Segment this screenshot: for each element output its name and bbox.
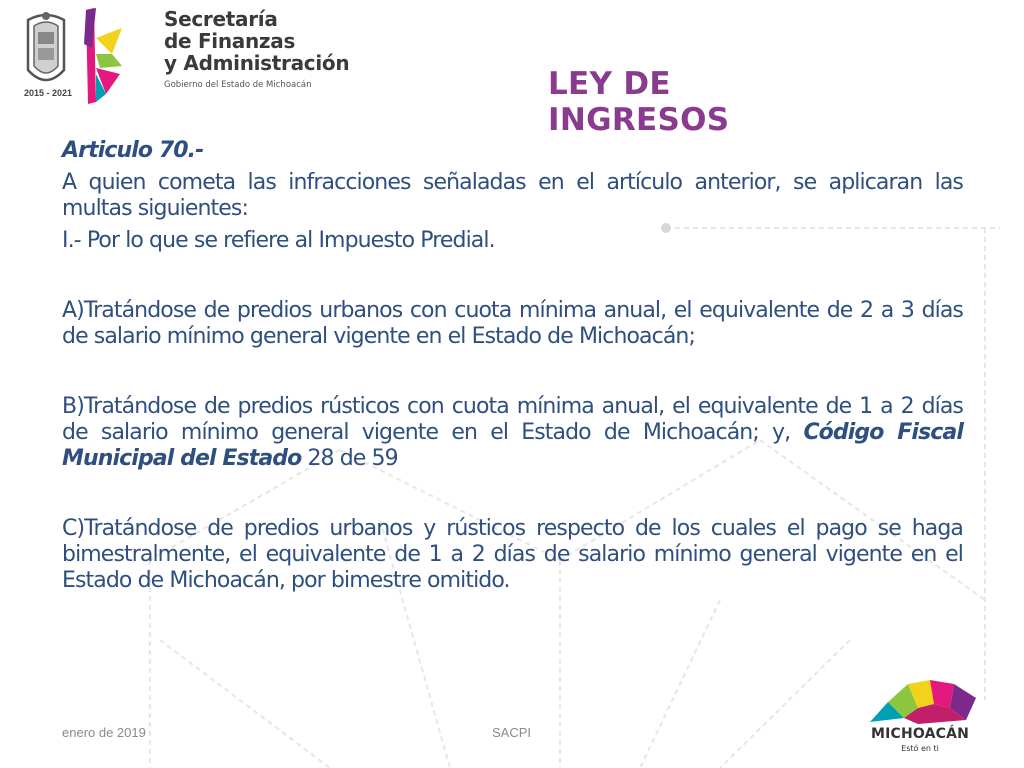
- org-subtitle: Gobierno del Estado de Michoacán: [164, 80, 312, 90]
- item-a: A)Tratándose de predios urbanos con cuota mínima anual, el equivalente de 2 a 3 días de salario mínimo general vigente en el Estado de Michoacán;: [62, 298, 963, 349]
- org-line-2: de Finanzas: [164, 29, 296, 53]
- crest-years: 2015 - 2021: [23, 88, 73, 98]
- footer-brand-tagline: Estó en ti: [901, 744, 939, 753]
- footer-date: enero de 2019: [62, 725, 146, 740]
- code-reference: Código Fiscal Municipal del Estado: [62, 420, 963, 471]
- state-crest-icon: [22, 10, 70, 96]
- item-c: C)Tratándose de predios urbanos y rústicos respecto de los cuales el pago se haga bimestralmente, el equivalente de 1 a 2 días de salario mínimo general vigente en el Estado de Michoacán, por bimestre omitido.: [62, 516, 963, 593]
- slide-title: LEY DE INGRESOS: [548, 66, 730, 138]
- header: [0, 0, 1024, 120]
- org-line-1: Secretaría: [164, 7, 278, 31]
- item-b: [62, 394, 963, 472]
- code-page: 28 de 59: [301, 446, 398, 471]
- slide-body: [62, 138, 963, 594]
- footer-brand: MICHOACÁN: [870, 726, 970, 742]
- intro-paragraph: A quien cometa las infracciones señaladas en el artículo anterior, se aplicaran las multas siguientes:: [62, 170, 963, 221]
- footer-center-label: SACPI: [492, 725, 532, 740]
- organization-name: [164, 8, 349, 90]
- item-b-text: B)Tratándose de predios rústicos con cuota mínima anual, el equivalente de 1 a 2 días de salario mínimo general vigente en el Estado de Michoacán; y,: [62, 394, 963, 445]
- k-brand-logo-icon: [82, 8, 130, 104]
- item-i: I.- Por lo que se refiere al Impuesto Predial.: [62, 228, 495, 253]
- article-heading: Articulo 70.-: [62, 138, 204, 163]
- org-line-3: y Administración: [164, 51, 350, 75]
